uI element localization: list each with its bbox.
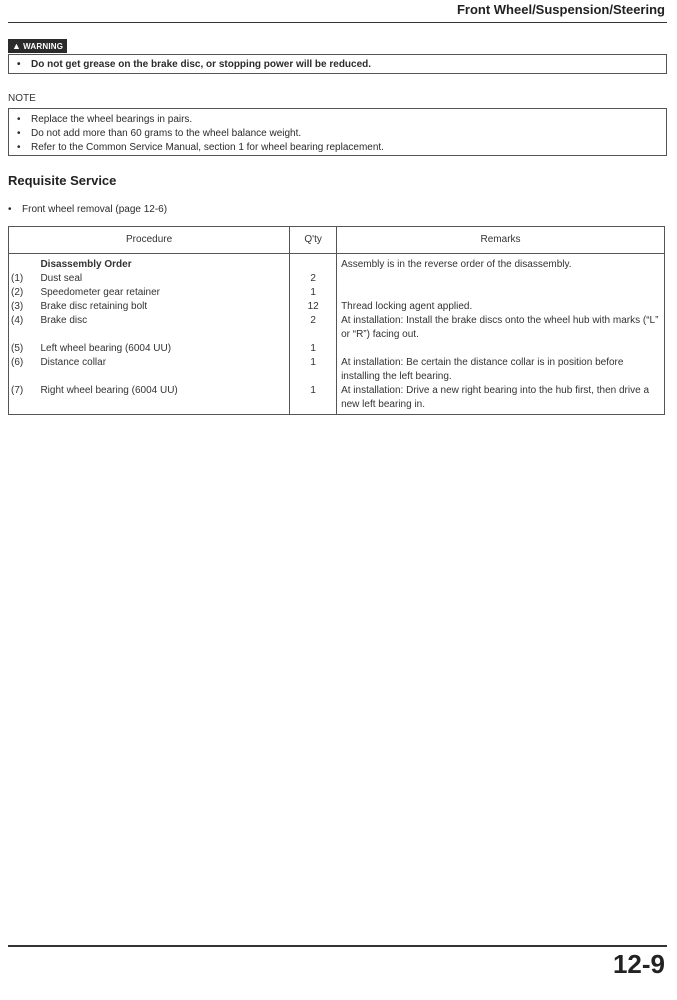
- row-qty: 2: [290, 272, 337, 286]
- row-number: (4): [9, 314, 37, 342]
- row-procedure: Brake disc: [36, 314, 289, 342]
- disassembly-order-title: Disassembly Order: [36, 254, 289, 273]
- row-number: (6): [9, 356, 37, 384]
- table-row: [9, 356, 665, 384]
- requisite-item-text: Front wheel removal (page 12-6): [22, 204, 168, 215]
- row-remarks: At installation: Be certain the distance collar is in position before installing the left bearing.: [337, 356, 665, 384]
- table-row: [9, 286, 665, 300]
- note-item-text: Refer to the Common Service Manual, section 1 for wheel bearing replacement.: [31, 142, 384, 153]
- bullet: •: [17, 142, 21, 153]
- note-item-text: Replace the wheel bearings in pairs.: [31, 114, 193, 125]
- table-row: [9, 342, 665, 356]
- bullet: •: [17, 58, 21, 70]
- row-number: (1): [9, 272, 37, 286]
- row-remarks: At installation: Install the brake discs onto the wheel hub with marks (“L” or “R”) facing out.: [337, 314, 665, 342]
- row-remarks: Assembly is in the reverse order of the disassembly.: [337, 254, 665, 273]
- row-procedure: Speedometer gear retainer: [36, 286, 289, 300]
- row-procedure: Left wheel bearing (6004 UU): [36, 342, 289, 356]
- page-number: 12-9: [612, 949, 665, 979]
- row-qty: 1: [290, 342, 337, 356]
- note-item: [17, 113, 666, 127]
- table-row: [9, 300, 665, 314]
- row-qty: 2: [290, 314, 337, 342]
- row-remarks: [337, 286, 665, 300]
- bullet: •: [17, 128, 21, 139]
- row-number: (3): [9, 300, 37, 314]
- row-qty: 12: [290, 300, 337, 314]
- warning-badge-label: WARNING: [23, 41, 64, 51]
- note-item-text: Do not add more than 60 grams to the wheel balance weight.: [31, 128, 302, 139]
- row-number: (5): [9, 342, 37, 356]
- footer-rule: [8, 945, 667, 947]
- row-procedure: Right wheel bearing (6004 UU): [36, 384, 289, 415]
- note-item: [17, 127, 666, 141]
- table-row: [9, 314, 665, 342]
- table-row: [9, 272, 665, 286]
- row-number: (7): [9, 384, 37, 415]
- qty-header: Q'ty: [290, 227, 337, 254]
- remarks-header: Remarks: [337, 227, 665, 254]
- row-qty: 1: [290, 356, 337, 384]
- page-header-title: Front Wheel/Suspension/Steering: [456, 2, 665, 17]
- row-remarks: At installation: Drive a new right bearing into the hub first, then drive a new left bearing in.: [337, 384, 665, 415]
- table-row: [9, 384, 665, 415]
- bullet: •: [17, 114, 21, 125]
- procedure-table: [8, 226, 665, 415]
- row-qty: 1: [290, 286, 337, 300]
- table-header-row: [9, 227, 665, 254]
- note-box: [8, 108, 667, 156]
- warning-text: Do not get grease on the brake disc, or stopping power will be reduced.: [31, 58, 372, 70]
- bullet: •: [8, 204, 12, 215]
- row-qty: 1: [290, 384, 337, 415]
- table-title-row: [9, 254, 665, 273]
- note-item: [17, 141, 666, 155]
- warning-box: [8, 54, 667, 74]
- requisite-item: [8, 204, 167, 215]
- row-procedure: Dust seal: [36, 272, 289, 286]
- note-label: NOTE: [8, 93, 36, 104]
- row-qty: [290, 254, 337, 273]
- row-remarks: [337, 342, 665, 356]
- row-procedure: Brake disc retaining bolt: [36, 300, 289, 314]
- procedure-header: Procedure: [9, 227, 290, 254]
- warning-badge: [8, 39, 67, 53]
- row-procedure: Distance collar: [36, 356, 289, 384]
- warning-triangle-icon: ▲: [12, 40, 22, 51]
- row-remarks: Thread locking agent applied.: [337, 300, 665, 314]
- row-number: [9, 254, 37, 273]
- row-number: (2): [9, 286, 37, 300]
- header-rule: [8, 22, 667, 23]
- row-remarks: [337, 272, 665, 286]
- requisite-service-heading: Requisite Service: [8, 173, 117, 188]
